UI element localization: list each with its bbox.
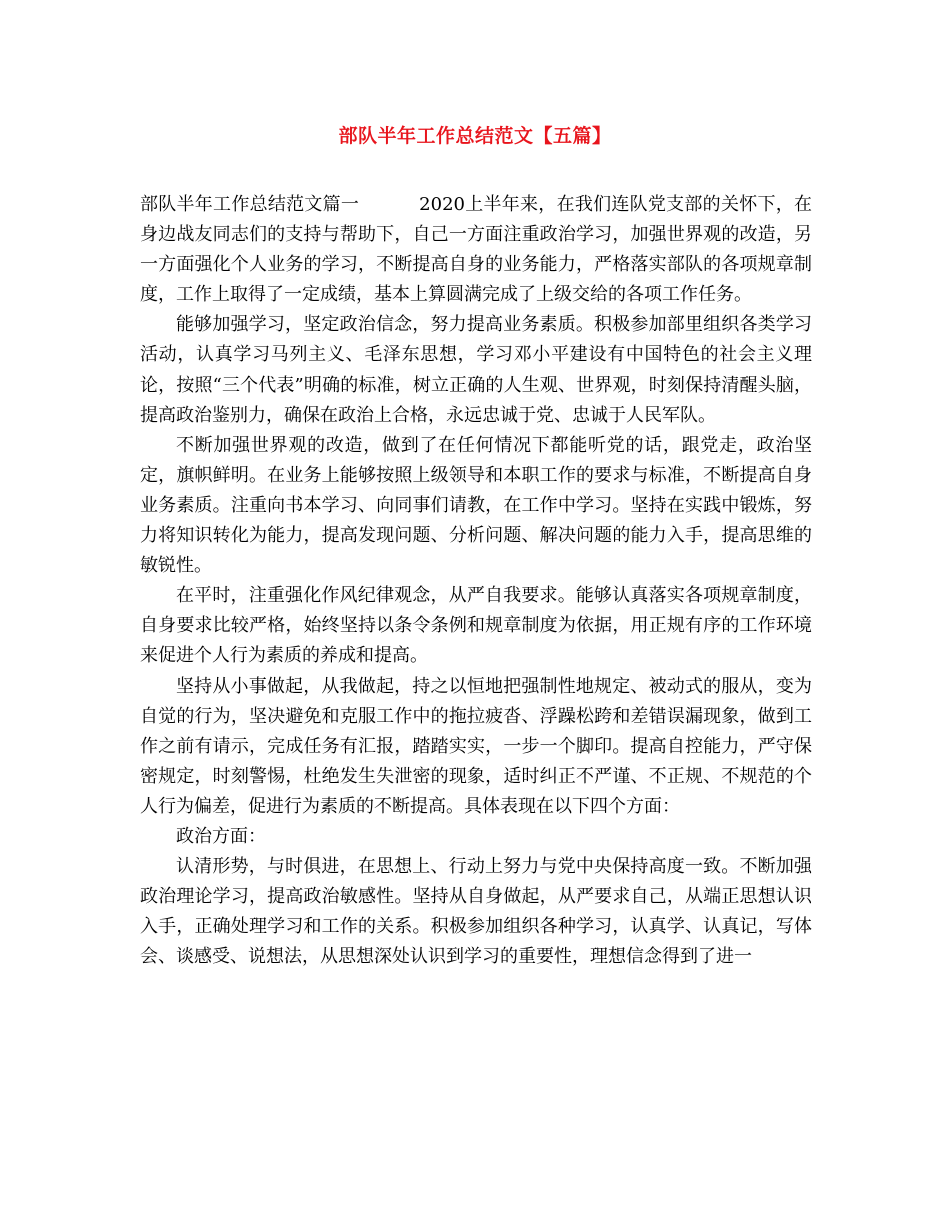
paragraph-intro (140, 190, 812, 310)
paragraph: 坚持从小事做起，从我做起，持之以恒地把强制性地规定、被动式的服从，变为自觉的行为，坚决避免和克服工作中的拖拉疲沓、浮躁松跨和差错误漏现象，做到工作之前有请示，完成任务有汇报，踏踏实实，一步一个脚印。提高自控能力，严守保密规定，时刻警惕，杜绝发生失泄密的现象，适时纠正不严谨、不正规、不规范的个人行为偏差，促进行为素质的不断提高。具体表现在以下四个方面： (140, 675, 812, 817)
paragraph: 在平时，注重强化作风纪律观念，从严自我要求。能够认真落实各项规章制度，自身要求比较严格，始终坚持以条令条例和规章制度为依据，用正规有序的工作环境来促进个人行为素质的养成和提高。 (140, 585, 812, 667)
section-heading: 政治方面： (176, 825, 266, 847)
document-body (140, 190, 812, 972)
paragraph-intro-text: 2020上半年来，在我们连队党支部的关怀下，在身边战友同志们的支持与帮助下，自己一方面注重政治学习，加强世界观的改造，另一方面强化个人业务的学习，不断提高自身的业务能力，严格落实部队的各项规章制度，工作上取得了一定成绩，基本上算圆满完成了上级交给的各项工作任务。 (140, 194, 812, 306)
paragraph: 认清形势，与时俱进，在思想上、行动上努力与党中央保持高度一致。不断加强政治理论学习，提高政治敏感性。坚持从自身做起，从严要求自己，从端正思想认识入手，正确处理学习和工作的关系。积极参加组织各种学习，认真学、认真记，写体会、谈感受、说想法，从思想深处认识到学习的重要性，理想信念得到了进一 (140, 856, 812, 968)
section-lead-label: 部队半年工作总结范文篇一 (140, 194, 360, 215)
document-title: 部队半年工作总结范文【五篇】 (338, 125, 612, 147)
paragraph: 不断加强世界观的改造，做到了在任何情况下都能听党的话，跟党走，政治坚定，旗帜鲜明。在业务上能够按照上级领导和本职工作的要求与标准，不断提高自身业务素质。注重向书本学习、向同事们请教，在工作中学习。坚持在实践中锻炼，努力将知识转化为能力，提高发现问题、分析问题、解决问题的能力入手，提高思维的敏锐性。 (140, 434, 812, 577)
paragraph: 能够加强学习，坚定政治信念，努力提高业务素质。积极参加部里组织各类学习活动，认真学习马列主义、毛泽东思想，学习邓小平建设有中国特色的社会主义理论，按照“三个代表”明确的标准，树立正确的人生观、世界观，时刻保持清醒头脑，提高政治鉴别力，确保在政治上合格，永远忠诚于党、忠诚于人民军队。 (140, 314, 812, 426)
